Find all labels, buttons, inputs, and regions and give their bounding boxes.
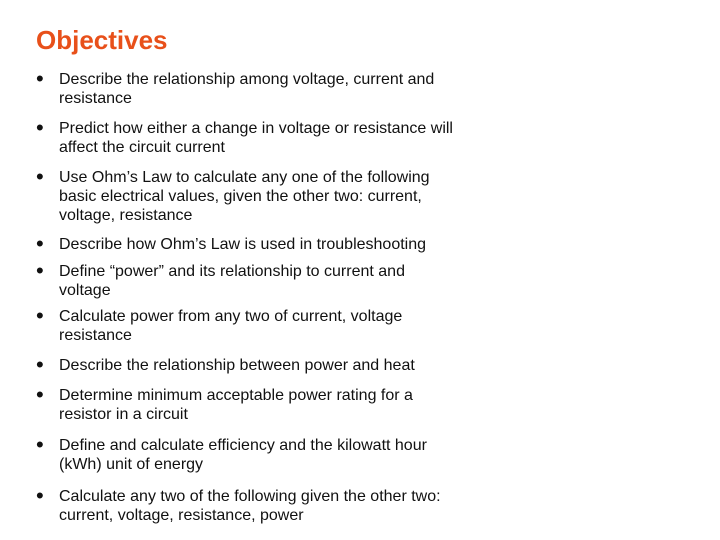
bullet-icon: • — [36, 164, 44, 189]
list-item-text: Describe the relationship between power and heat — [59, 357, 415, 374]
slide-title: Objectives — [36, 25, 168, 55]
bullet-icon: • — [36, 231, 44, 256]
list-item-text: Describe the relationship among voltage, current and resistance — [59, 71, 435, 107]
bullet-icon: • — [36, 432, 44, 457]
list-item-text: Determine minimum acceptable power rating for a resistor in a circuit — [59, 387, 413, 423]
bullet-icon: • — [36, 115, 44, 140]
list-item-text: Define “power” and its relationship to current and voltage — [59, 263, 405, 299]
list-item-text: Define and calculate efficiency and the kilowatt hour (kWh) unit of energy — [59, 437, 427, 473]
bullet-icon: • — [36, 483, 44, 508]
list-item-text: Describe how Ohm’s Law is used in troubleshooting — [59, 236, 427, 253]
bullet-icon: • — [36, 352, 44, 377]
bullet-icon: • — [36, 382, 44, 407]
bullet-icon: • — [36, 258, 44, 283]
list-item-text: Predict how either a change in voltage or resistance will affect the circuit current — [59, 120, 453, 156]
bullet-icon: • — [36, 303, 44, 328]
list-item-text: Use Ohm’s Law to calculate any one of the following basic electrical values, given the other two: current, voltage, resistance — [59, 169, 430, 224]
list-item-text: Calculate any two of the following given the other two: current, voltage, resistance, power — [59, 488, 441, 524]
bullet-icon: • — [36, 66, 44, 91]
list-item-text: Calculate power from any two of current, voltage resistance — [59, 308, 403, 344]
